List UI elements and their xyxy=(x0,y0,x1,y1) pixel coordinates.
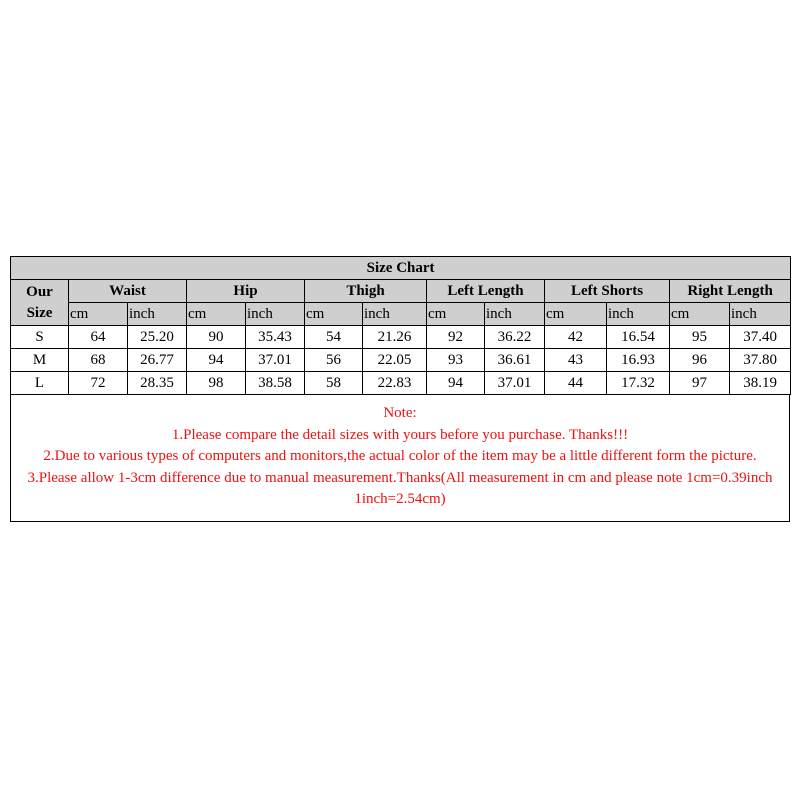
table-cell: 68 xyxy=(69,349,128,372)
size-header-line1: Our xyxy=(26,283,53,300)
size-table-body xyxy=(11,326,791,395)
size-chart xyxy=(10,256,790,522)
unit-header-row xyxy=(11,303,791,326)
table-cell: 22.83 xyxy=(363,372,427,395)
size-header-line2: Size xyxy=(26,304,53,321)
group-header-right-length: Right Length xyxy=(670,280,791,303)
table-cell: 21.26 xyxy=(363,326,427,349)
table-cell: 16.93 xyxy=(607,349,670,372)
table-cell: 92 xyxy=(427,326,485,349)
note-heading: Note: xyxy=(383,405,417,421)
table-cell: 96 xyxy=(670,349,730,372)
unit-header-inch: inch xyxy=(730,303,791,326)
table-cell: 25.20 xyxy=(128,326,187,349)
table-cell: 43 xyxy=(545,349,607,372)
note-box xyxy=(10,395,790,522)
unit-header-cm: cm xyxy=(69,303,128,326)
unit-header-inch: inch xyxy=(485,303,545,326)
unit-header-inch: inch xyxy=(363,303,427,326)
table-row xyxy=(11,326,791,349)
note-line-3: 3.Please allow 1-3cm difference due to manual measurement.Thanks(All measurement in cm and please note 1cm=0.39inch 1inch=2.54cm) xyxy=(27,469,773,507)
group-header-left-shorts: Left Shorts xyxy=(545,280,670,303)
unit-header-cm: cm xyxy=(545,303,607,326)
size-cell: L xyxy=(11,372,69,395)
unit-header-cm: cm xyxy=(427,303,485,326)
table-cell: 98 xyxy=(187,372,246,395)
table-cell: 37.80 xyxy=(730,349,791,372)
table-cell: 58 xyxy=(305,372,363,395)
table-cell: 64 xyxy=(69,326,128,349)
table-cell: 17.32 xyxy=(607,372,670,395)
table-title: Size Chart xyxy=(11,257,791,280)
table-cell: 26.77 xyxy=(128,349,187,372)
table-cell: 36.22 xyxy=(485,326,545,349)
table-cell: 37.40 xyxy=(730,326,791,349)
table-row xyxy=(11,349,791,372)
table-cell: 93 xyxy=(427,349,485,372)
table-cell: 22.05 xyxy=(363,349,427,372)
size-cell: M xyxy=(11,349,69,372)
unit-header-inch: inch xyxy=(128,303,187,326)
table-cell: 44 xyxy=(545,372,607,395)
table-cell: 72 xyxy=(69,372,128,395)
table-cell: 56 xyxy=(305,349,363,372)
table-cell: 94 xyxy=(187,349,246,372)
group-header-thigh: Thigh xyxy=(305,280,427,303)
table-row xyxy=(11,372,791,395)
table-cell: 38.58 xyxy=(246,372,305,395)
unit-header-inch: inch xyxy=(246,303,305,326)
note-line-2: 2.Due to various types of computers and monitors,the actual color of the item may be a little different form the picture. xyxy=(43,448,757,464)
note-line-1: 1.Please compare the detail sizes with yours before you purchase. Thanks!!! xyxy=(171,426,629,443)
table-cell: 36.61 xyxy=(485,349,545,372)
table-cell: 95 xyxy=(670,326,730,349)
unit-header-cm: cm xyxy=(187,303,246,326)
size-table xyxy=(10,256,791,395)
group-header-left-length: Left Length xyxy=(427,280,545,303)
unit-header-inch: inch xyxy=(607,303,670,326)
table-cell: 37.01 xyxy=(485,372,545,395)
group-header-waist: Waist xyxy=(69,280,187,303)
table-cell: 42 xyxy=(545,326,607,349)
size-cell: S xyxy=(11,326,69,349)
table-cell: 97 xyxy=(670,372,730,395)
table-cell: 37.01 xyxy=(246,349,305,372)
unit-header-cm: cm xyxy=(305,303,363,326)
table-cell: 38.19 xyxy=(730,372,791,395)
table-cell: 28.35 xyxy=(128,372,187,395)
unit-header-cm: cm xyxy=(670,303,730,326)
table-cell: 90 xyxy=(187,326,246,349)
size-column-header xyxy=(11,280,69,326)
table-cell: 94 xyxy=(427,372,485,395)
group-header-hip: Hip xyxy=(187,280,305,303)
table-cell: 54 xyxy=(305,326,363,349)
table-cell: 35.43 xyxy=(246,326,305,349)
table-cell: 16.54 xyxy=(607,326,670,349)
